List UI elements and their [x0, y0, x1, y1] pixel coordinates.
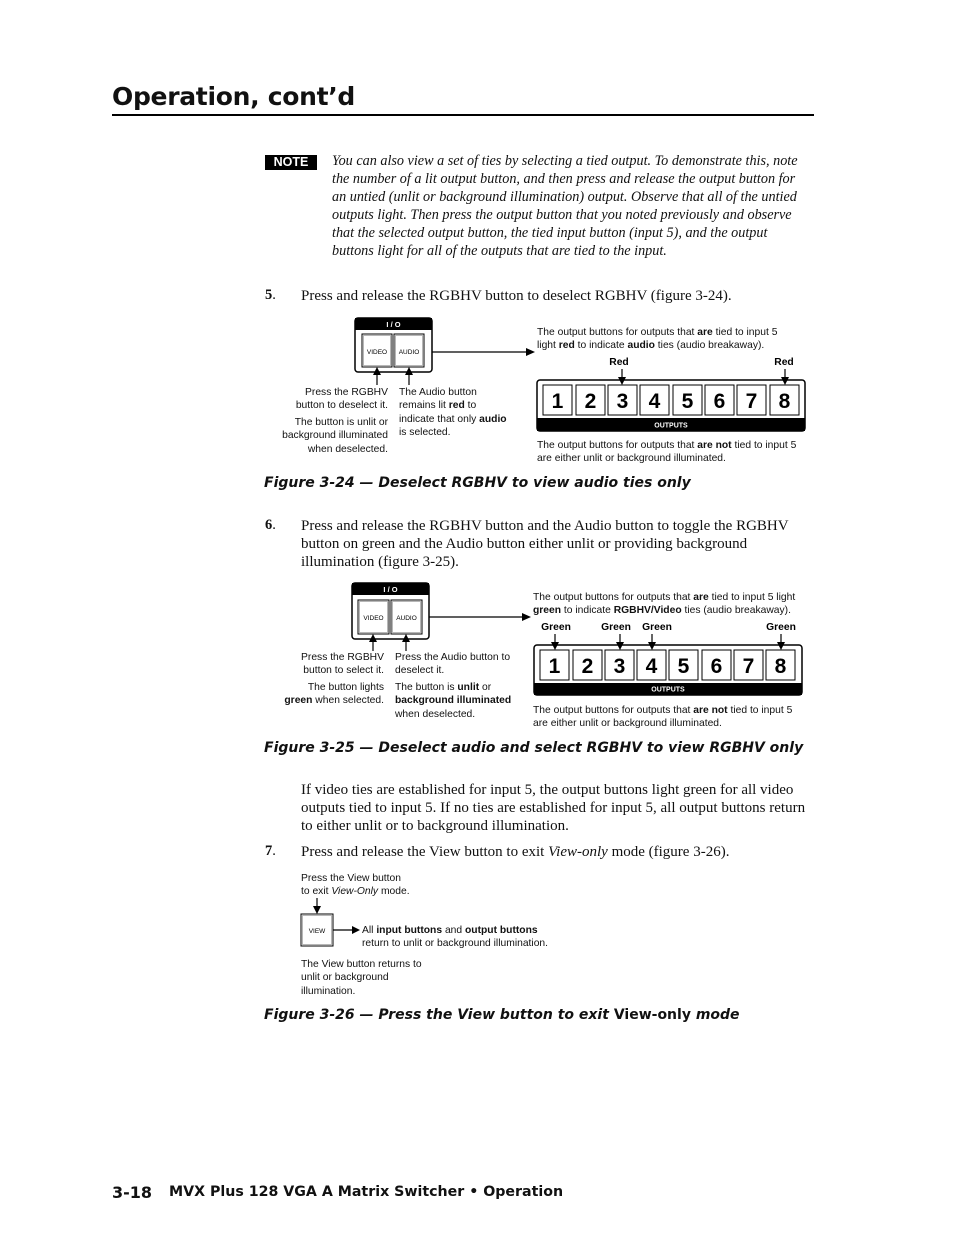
view-button[interactable]: VIEW [308, 928, 326, 935]
step-text: Press and release the RGBHV button to deselect RGBHV (figure 3-24). [301, 288, 732, 304]
step-number: 7. [265, 843, 276, 859]
output-button-4[interactable]: 4 [648, 390, 661, 413]
output-button-1[interactable]: 1 [551, 390, 564, 413]
fig24-top-annotation: The output buttons for outputs that are tied to input 5 light red to indicate audio ties (audio breakaway). [537, 327, 778, 352]
outputs-label: OUTPUTS [651, 686, 685, 694]
output-button-7[interactable]: 7 [742, 655, 755, 678]
red-label-8: Red [774, 357, 794, 368]
output-button-5[interactable]: 5 [681, 390, 694, 413]
green-label-4: Green [642, 622, 672, 633]
video-button[interactable]: VIDEO [366, 349, 388, 356]
body-paragraph: If video ties are established for input 5, the output buttons light green for all video outputs tied to input 5. If no ties are established for input 5, all output buttons return to either unlit or to background illumination. [301, 782, 806, 835]
step-text: Press and release the View button to exit View-only mode (figure 3-26). [301, 844, 730, 860]
fig25-top-annotation: The output buttons for outputs that are tied to input 5 light green to indicate RGBHV/Video ties (audio breakaway). [533, 592, 796, 617]
fig24-bottom-annotation: The output buttons for outputs that are not tied to input 5 are either unlit or background illuminated. [537, 440, 797, 465]
fig25-left-annotation-1: Press the RGBHV button to select it. [301, 652, 384, 677]
green-label-1: Green [541, 622, 571, 633]
output-button-6[interactable]: 6 [713, 390, 726, 413]
page-title: Operation, cont’d [112, 82, 356, 111]
fig26-top-annotation: Press the View button to exit View-Only mode. [301, 873, 410, 898]
audio-button[interactable]: AUDIO [396, 615, 417, 622]
fig25-right-annotation-2: The button is unlit or background illuminated when deselected. [395, 682, 512, 720]
note-badge: NOTE [265, 155, 317, 170]
output-button-4[interactable]: 4 [645, 655, 658, 678]
footer-title: MVX Plus 128 VGA A Matrix Switcher • Operation [169, 1184, 564, 1200]
fig24-left-annotation-1: Press the RGBHV button to deselect it. [295, 387, 388, 412]
green-label-3: Green [601, 622, 631, 633]
fig25-right-annotation-1: Press the Audio button to deselect it. [395, 652, 511, 677]
page-number: 3-18 [112, 1183, 153, 1202]
output-button-2[interactable]: 2 [584, 390, 597, 413]
fig26-bottom-annotation: The View button returns to unlit or background illumination. [301, 959, 422, 997]
fig24-right-annotation: The Audio button remains lit red to indicate that only audio is selected. [399, 387, 507, 439]
output-button-3[interactable]: 3 [616, 390, 629, 413]
fig25-bottom-annotation: The output buttons for outputs that are not tied to input 5 are either unlit or background illuminated. [533, 705, 793, 730]
output-button-8[interactable]: 8 [774, 655, 787, 678]
io-label: I / O [386, 320, 401, 329]
step-number: 6. [265, 517, 276, 533]
fig25-left-annotation-2: The button lights green when selected. [284, 682, 384, 707]
output-button-5[interactable]: 5 [677, 655, 690, 678]
step-text: Press and release the RGBHV button and the Audio button to toggle the RGBHV button on green and the Audio button either unlit or providing background illumination (figure 3-25). [301, 518, 789, 570]
note-text: You can also view a set of ties by selecting a tied output. To demonstrate this, note the number of a lit output button, and then press and release the output button for an untied (unlit or background illumination) output. Observe that all of the untied outputs light. Then press the output button that you noted previously and observe that the selected output button, the tied input button (input 5), and the output buttons light for all of the outputs that are tied to the input. [332, 153, 798, 259]
audio-button[interactable]: AUDIO [398, 349, 420, 356]
output-button-6[interactable]: 6 [710, 655, 723, 678]
output-button-8[interactable]: 8 [778, 390, 791, 413]
fig24-left-annotation-2: The button is unlit or background illuminated when deselected. [282, 417, 388, 455]
fig26-right-annotation: All input buttons and output buttons return to unlit or background illumination. [362, 925, 549, 950]
outputs-label: OUTPUTS [654, 422, 688, 430]
io-label: I / O [383, 585, 398, 594]
output-button-2[interactable]: 2 [581, 655, 594, 678]
step-number: 5. [265, 287, 276, 303]
figure-caption-3-26: Figure 3-26 — Press the View button to exit View-only mode [264, 1007, 740, 1023]
output-button-1[interactable]: 1 [548, 655, 561, 678]
output-button-7[interactable]: 7 [745, 390, 758, 413]
figure-caption-3-25: Figure 3-25 — Deselect audio and select RGBHV to view RGBHV only [264, 740, 804, 756]
video-button[interactable]: VIDEO [363, 615, 384, 622]
figure-caption-3-24: Figure 3-24 — Deselect RGBHV to view audio ties only [264, 475, 691, 491]
green-label-8: Green [766, 622, 796, 633]
red-label-3: Red [609, 357, 629, 368]
output-button-3[interactable]: 3 [613, 655, 626, 678]
